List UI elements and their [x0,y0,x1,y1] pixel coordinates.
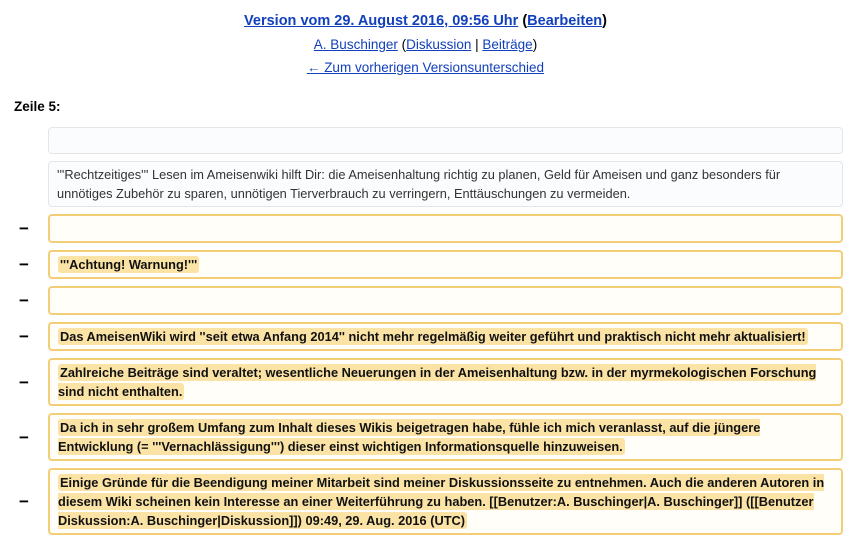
links-separator: | [471,37,483,52]
diff-row-deleted [0,250,843,279]
contribs-link[interactable]: Beiträge [482,37,533,52]
deleted-marker-icon: − [19,492,29,511]
author-paren-open: ( [397,37,407,52]
deleted-change-highlight: Zahlreiche Beiträge sind veraltet; wesentliche Neuerungen in der Ameisenhaltung bzw. in der myrmekologischen Forschung sind nicht enthalten. [58,365,817,399]
deleted-change-highlight: Das AmeisenWiki wird ''seit etwa Anfang 2014'' nicht mehr regelmäßig weiter geführt und praktisch nicht mehr aktualisiert! [60,329,806,344]
prev-version-diff-link[interactable]: ← Zum vorherigen Versionsunterschied [306,60,545,75]
diff-header [0,10,851,79]
diff-row-context [0,161,843,207]
diff-row-deleted [0,413,843,461]
deleted-line-box [48,214,843,243]
talk-link[interactable]: Diskussion [406,37,472,52]
context-line-box [48,161,843,207]
deleted-line-box [48,358,843,406]
diff-row-deleted [0,322,843,351]
paren-close: ) [602,13,607,29]
version-header-line [0,10,851,33]
version-link[interactable]: Version vom 29. August 2016, 09:56 Uhr [244,13,519,29]
deleted-line-box [48,468,843,535]
deleted-change-highlight: Einige Gründe für die Beendigung meiner Mitarbeit sind meiner Diskussionsseite zu entnehmen. Auch die anderen Autoren in diesem Wiki scheinen kein Interesse an einer Weiterführung zu haben. [[Benutzer:A. Buschinger|A. Buschinger]] ([[Benutzer Diskussion:A. Buschinger|Diskussion]]) 09:49, 29. Aug. 2016 (UTC) [58,475,825,528]
deleted-marker-icon: − [19,427,29,447]
diff-rows [0,127,843,535]
deleted-marker-icon: − [19,219,29,238]
diff-row-deleted [0,468,843,535]
author-paren-close: ) [532,37,538,52]
deleted-line-box [48,286,843,315]
author-header-line [0,33,851,56]
deleted-marker-icon: − [19,372,29,392]
deleted-line-box [48,322,843,351]
prev-version-line [0,56,851,79]
deleted-marker-icon: − [19,255,29,274]
deleted-change-highlight: '''Achtung! Warnung!''' [60,257,198,272]
deleted-marker-icon: − [19,291,29,310]
deleted-marker-icon: − [19,327,29,346]
deleted-line-box [48,250,843,279]
deleted-line-box [48,413,843,461]
deleted-change-highlight: Da ich in sehr großem Umfang zum Inhalt dieses Wikis beigetragen habe, fühle ich mich veranlasst, auf die jüngere Entwicklung (= '''Vernachlässigung''') dieser einst wichtigen Informationsquelle hinzuweisen. [58,420,761,454]
context-line-box [48,127,843,154]
diff-row-deleted [0,358,843,406]
diff-row-context-empty [0,127,843,154]
edit-link[interactable]: Bearbeiten [527,13,603,29]
author-link[interactable]: A. Buschinger [313,37,398,52]
diff-row-deleted-empty [0,286,843,315]
diff-row-deleted-empty [0,214,843,243]
paren-open: ( [518,13,528,29]
diff-line-number-header: Zeile 5: [14,99,61,114]
context-line-text: '''Rechtzeitiges''' Lesen im Ameisenwiki hilft Dir: die Ameisenhaltung richtig zu planen, Geld für Ameisen und ganz besonders für unnötiges Zubehör zu sparen, unnötigen Tierverbrauch zu verringern, Enttäuschungen zu vermeiden. [57,167,781,201]
